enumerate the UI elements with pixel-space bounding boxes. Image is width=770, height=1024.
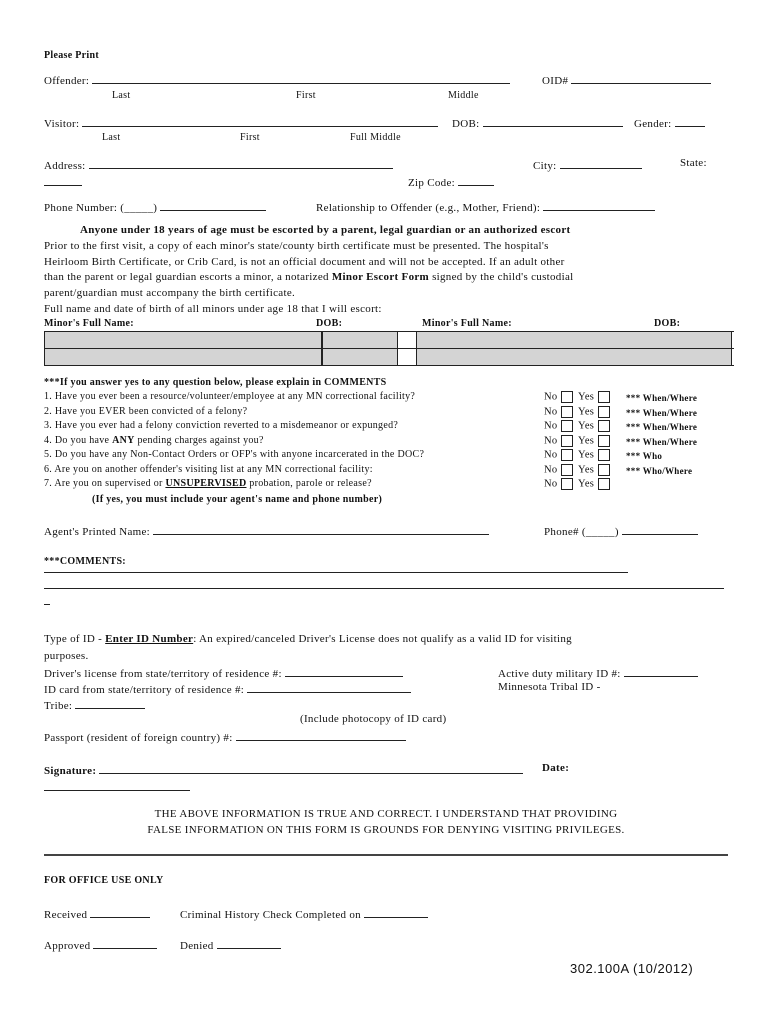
oid-row [542,72,711,87]
city-label: City: [533,160,557,172]
no-checkbox[interactable] [561,406,573,418]
minor-notice-line5: Full name and date of birth of all minors under age 18 that I will escort: [44,303,382,315]
id-type-post: : An expired/canceled Driver's License does not qualify as a valid ID for visiting [193,633,572,645]
comments-line[interactable] [44,572,628,573]
comments-line[interactable] [44,604,50,605]
state-field[interactable] [44,174,82,186]
visitor-dob-field[interactable] [483,115,623,127]
question-item [44,478,728,493]
question-text-post: probation, parole or release? [246,478,372,489]
yes-checkbox[interactable] [598,464,610,476]
minor-name-dob-cell[interactable] [416,332,732,348]
table-gap [398,349,416,365]
minor-notice-heading: Anyone under 18 years of age must be escorted by a parent, legal guardian or an authorized escort [80,224,571,236]
yes-label: Yes [577,449,595,461]
minor-dob-cell[interactable] [322,349,398,365]
minor-name-dob-cell[interactable] [416,349,732,365]
date-field[interactable] [44,779,190,791]
signature-row [44,762,523,777]
phone-label: Phone Number: (_____) [44,202,158,214]
visitor-sub-full-middle: Full Middle [350,132,401,143]
approved-label: Approved [44,940,91,952]
yes-label: Yes [577,420,595,432]
yes-label: Yes [577,391,595,403]
no-checkbox[interactable] [561,435,573,447]
address-field[interactable] [89,157,393,169]
visitor-dob-label: DOB: [452,118,480,130]
denied-field[interactable] [217,937,281,949]
question-text-bold: ANY [112,434,135,446]
minor-name-header-left: Minor's Full Name: [44,318,134,329]
no-label: No [544,463,558,475]
denied-row [180,937,281,952]
tribe-field[interactable] [75,697,145,709]
approved-field[interactable] [93,937,157,949]
id-card-field[interactable] [247,681,411,693]
minor-notice-line4: parent/guardian must accompany the birth certificate. [44,287,296,299]
criminal-check-label: Criminal History Check Completed on [180,909,361,921]
visitor-name-field[interactable] [82,115,438,127]
no-checkbox[interactable] [561,391,573,403]
state-field-row [44,174,82,189]
no-label: No [544,449,558,461]
question-text-pre: 7. Are you on supervised or [44,478,166,489]
yes-no-choices [544,478,612,490]
visitor-dob-row [452,115,623,130]
military-id-label: Active duty military ID #: [498,668,621,680]
id-type-cont: purposes. [44,650,89,662]
denied-label: Denied [180,940,214,952]
question-item [44,391,728,406]
question-text: 5. Do you have any Non-Contact Orders or OFP's with anyone incarcerated in the DOC? [44,449,425,460]
agent-phone-field[interactable] [622,523,698,535]
no-label: No [544,434,558,446]
gender-field[interactable] [675,115,705,127]
criminal-check-field[interactable] [364,906,428,918]
yes-checkbox[interactable] [598,406,610,418]
question-note: *** When/Where [626,407,698,418]
passport-label: Passport (resident of foreign country) #: [44,732,233,744]
oid-label: OID# [542,75,569,87]
question-text: 6. Are you on another offender's visiting list at any MN correctional facility: [44,463,373,475]
agent-row [44,523,489,538]
received-field[interactable] [90,906,150,918]
question-item [44,464,728,479]
phone-row [44,199,266,214]
no-checkbox[interactable] [561,478,573,490]
tribal-id-label: Minnesota Tribal ID - [498,681,601,693]
minor-name-header-right: Minor's Full Name: [422,318,512,329]
minor-dob-header-left: DOB: [316,318,343,329]
approved-row [44,937,157,952]
yes-label: Yes [577,478,595,490]
comments-line[interactable] [44,588,724,589]
agent-phone-row [544,523,698,538]
visitor-label: Visitor: [44,118,80,130]
offender-label: Offender: [44,75,90,87]
city-field[interactable] [560,157,642,169]
office-heading: FOR OFFICE USE ONLY [44,875,164,886]
agent-note: (If yes, you must include your agent's name and phone number) [92,494,383,505]
tribe-row [44,697,145,712]
oid-field[interactable] [571,72,711,84]
city-row [533,157,642,172]
yes-checkbox[interactable] [598,420,610,432]
yes-no-choices [544,435,612,447]
yes-no-choices [544,406,612,418]
tribe-label: Tribe: [44,700,73,712]
relationship-field[interactable] [543,199,655,211]
question-item [44,406,728,421]
yes-no-choices [544,449,612,461]
question-text-pre: 4. Do you have [44,434,113,446]
no-label: No [544,405,558,417]
minors-table-header [44,318,734,332]
visitor-sub-first: First [240,132,260,143]
offender-row [44,72,510,87]
relationship-row [316,199,655,214]
drivers-license-field[interactable] [285,665,403,677]
question-note: *** When/Where [626,393,698,403]
yes-checkbox[interactable] [598,435,610,447]
table-gap [398,332,416,348]
yes-label: Yes [577,405,595,417]
offender-sub-first: First [296,90,316,101]
no-label: No [544,478,558,490]
drivers-license-label: Driver's license from state/territory of residence #: [44,668,282,680]
received-label: Received [44,909,88,921]
zip-row [408,174,494,189]
minor-notice-line2: Heirloom Birth Certificate, or Crib Card, is not an official document and will not be accepted. If an adult other [44,256,565,268]
no-checkbox[interactable] [561,464,573,476]
minors-table-row [44,332,734,349]
minors-table-row [44,349,734,366]
signature-field[interactable] [99,762,523,774]
question-item [44,420,728,435]
passport-row [44,729,406,744]
affirmation-line1: THE ABOVE INFORMATION IS TRUE AND CORRECT. I UNDERSTAND THAT PROVIDING [154,808,618,820]
yes-no-choices [544,420,612,432]
address-label: Address: [44,160,86,172]
question-text-bold: UNSUPERVISED [165,478,247,489]
received-row [44,906,150,921]
minor-notice-line1: Prior to the first visit, a copy of each minor's state/county birth certificate must be presented. The hospital's [44,240,549,252]
yes-label: Yes [577,434,595,446]
please-print-label: Please Print [44,50,99,61]
offender-name-field[interactable] [92,72,510,84]
agent-phone-label: Phone# (_____) [544,526,619,538]
visitor-application-form [44,0,726,1024]
id-card-label: ID card from state/territory of residence #: [44,684,245,696]
minor-notice-line3 [44,271,574,283]
military-id-field[interactable] [624,665,698,677]
question-note: *** Who/Where [626,465,693,476]
military-row [498,665,698,680]
minor-notice-line3-pre: than the parent or legal guardian escorts a minor, a notarized [44,271,332,283]
passport-field[interactable] [236,729,406,741]
offender-sub-last: Last [112,90,131,101]
zip-field[interactable] [458,174,494,186]
yes-checkbox[interactable] [598,478,610,490]
gender-label: Gender: [634,118,672,130]
id-type-pre: Type of ID - [44,633,106,645]
minor-name-cell[interactable] [44,332,322,348]
zip-label: Zip Code: [408,177,456,189]
yes-no-choices [544,464,612,476]
signature-date-label: Date: [542,762,570,774]
drivers-license-row [44,665,403,680]
question-note: *** When/Where [626,422,698,432]
yes-label: Yes [577,463,595,475]
criminal-check-row [180,906,428,921]
no-label: No [544,391,558,403]
minor-notice-line3-post: signed by the child's custodial [429,271,574,283]
minors-table [44,318,734,366]
relationship-label: Relationship to Offender (e.g., Mother, Friend): [316,202,541,214]
visitor-row [44,115,438,130]
enter-id-number-label: Enter ID Number [105,633,194,645]
office-divider [44,854,728,856]
minor-dob-header-right: DOB: [654,318,681,329]
phone-field[interactable] [160,199,266,211]
question-note: *** Who [626,451,663,461]
question-text: 2. Have you EVER been convicted of a felony? [44,405,248,417]
signature-cont-row [44,779,190,794]
signature-label: Signature: [44,765,97,777]
gender-row [634,115,705,130]
question-item [44,449,728,464]
question-note: *** When/Where [626,436,698,447]
agent-name-field[interactable] [153,523,489,535]
yes-checkbox[interactable] [598,449,610,461]
visitor-sub-last: Last [102,132,121,143]
agent-label: Agent's Printed Name: [44,526,151,538]
no-checkbox[interactable] [561,449,573,461]
affirmation-line2: FALSE INFORMATION ON THIS FORM IS GROUNDS FOR DENYING VISITING PRIVILEGES. [147,824,625,836]
minor-escort-form-name: Minor Escort Form [331,271,430,283]
comments-label: ***COMMENTS: [44,556,126,567]
questions-list [44,391,728,493]
minor-name-cell[interactable] [44,349,322,365]
question-text: 1. Have you ever been a resource/volunteer/employee at any MN correctional facility? [44,391,416,402]
offender-sub-middle: Middle [448,90,479,101]
state-label: State: [680,157,707,169]
id-type-line [44,633,572,645]
questions-intro: ***If you answer yes to any question below, please explain in COMMENTS [44,377,387,388]
question-text-post: pending charges against you? [134,434,264,446]
no-label: No [544,420,558,432]
id-card-row [44,681,411,696]
form-number: 302.100A (10/2012) [570,961,694,976]
photocopy-note: (Include photocopy of ID card) [300,713,447,725]
yes-checkbox[interactable] [598,391,610,403]
question-item [44,435,728,450]
yes-no-choices [544,391,612,403]
address-row [44,157,393,172]
question-text: 3. Have you ever had a felony conviction reverted to a misdemeanor or expunged? [44,420,399,431]
minor-dob-cell[interactable] [322,332,398,348]
no-checkbox[interactable] [561,420,573,432]
